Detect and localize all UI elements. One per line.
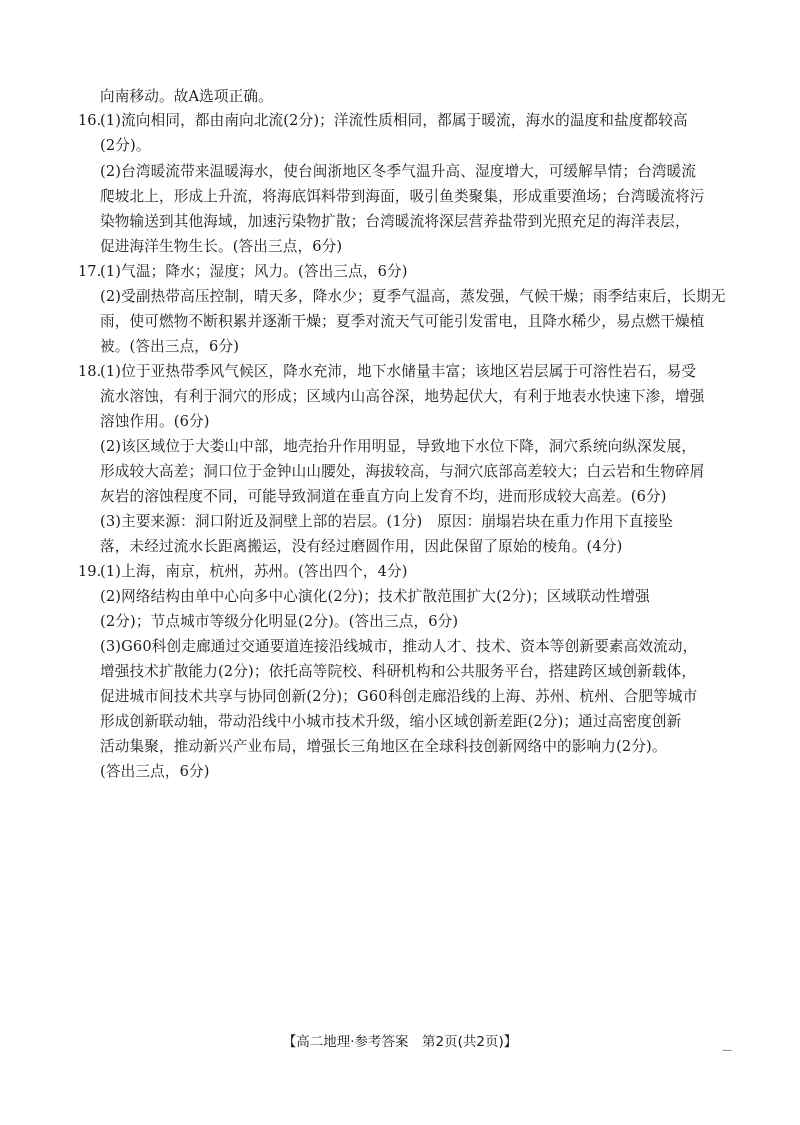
q19-line-4: (3)G60科创走廊通过交通要道连接沿线城市，推动人才、技术、资本等创新要素高效流动， xyxy=(100,638,698,655)
q16-line-5: 染物输送到其他海域，加速污染物扩散；台湾暖流将深层营养盐带到光照充足的海洋表层， xyxy=(100,213,690,230)
q17-line-4: 被。(答出三点，6分) xyxy=(100,338,240,355)
q16-line-1: (1)流向相同，都由南向北流(2分)；洋流性质相同，都属于暖流，海水的温度和盐度都较高 xyxy=(100,112,688,129)
q17-line-2: (2)受副热带高压控制，晴天多，降水少；夏季气温高，蒸发强，气候干燥；雨季结束后，长期无 xyxy=(100,288,726,305)
q18-line-5: 形成较大高差；洞口位于金钟山山腰处，海拔较高，与洞穴底部高差较大；白云岩和生物碎屑 xyxy=(100,463,705,480)
q18-line-3: 溶蚀作用。(6分) xyxy=(100,413,210,430)
q19-line-6: 促进城市间技术共享与协同创新(2分)；G60科创走廊沿线的上海、苏州、杭州、合肥等城市 xyxy=(100,688,698,705)
q19-line-7: 形成创新联动轴，带动沿线中小城市技术升级，缩小区域创新差距(2分)；通过高密度创新 xyxy=(100,713,682,730)
q18-line-1: (1)位于亚热带季风气候区，降水充沛，地下水储量丰富；该地区岩层属于可溶性岩石，易受 xyxy=(100,363,697,380)
q17-line-1: (1)气温；降水；湿度；风力。(答出三点，6分) xyxy=(100,263,408,280)
q18-line-8: 落，未经过流水长距离搬运，没有经过磨圆作用，因此保留了原始的棱角。(4分) xyxy=(100,538,623,555)
q19-line-3: (2分)；节点城市等级分化明显(2分)。(答出三点，6分) xyxy=(100,613,459,630)
q17-line-3: 雨，使可燃物不断积累并逐渐干燥；夏季对流天气可能引发雷电，且降水稀少，易点燃干燥植 xyxy=(100,313,705,330)
q19-line-5: 增强技术扩散能力(2分)；依托高等院校、科研机构和公共服务平台，搭建跨区域创新载体， xyxy=(100,663,697,680)
page-footer: 【高二地理·参考答案 第2页(共2页)】 xyxy=(282,1034,518,1050)
intro-line: 向南移动。故A选项正确。 xyxy=(100,88,273,105)
q16-line-6: 促进海洋生物生长。(答出三点，6分) xyxy=(100,238,343,255)
q16-line-2: (2分)。 xyxy=(100,137,151,154)
q19-line-8: 活动集聚，推动新兴产业布局，增强长三角地区在全球科技创新网络中的影响力(2分)。 xyxy=(100,738,667,755)
q19-line-9: (答出三点，6分) xyxy=(100,763,210,780)
q18-line-7: (3)主要来源：洞口附近及洞壁上部的岩层。(1分) 原因：崩塌岩块在重力作用下直接坠 xyxy=(100,513,674,530)
q16-line-3: (2)台湾暖流带来温暖海水，使台闽浙地区冬季气温升高、湿度增大，可缓解旱情；台湾暖流 xyxy=(100,163,697,180)
question-number-19: 19. xyxy=(78,563,102,580)
question-number-18: 18. xyxy=(78,363,102,380)
q18-line-2: 流水溶蚀，有利于洞穴的形成；区域内山高谷深，地势起伏大，有利于地表水快速下渗，增强 xyxy=(100,388,705,405)
q19-line-1: (1)上海，南京，杭州，苏州。(答出四个，4分) xyxy=(100,563,408,580)
corner-mark: — xyxy=(722,1045,732,1056)
q19-line-2: (2)网络结构由单中心向多中心演化(2分)；技术扩散范围扩大(2分)；区域联动性增强 xyxy=(100,588,650,605)
q16-line-4: 爬坡北上，形成上升流，将海底饵料带到海面，吸引鱼类聚集，形成重要渔场；台湾暖流将污 xyxy=(100,188,705,205)
question-number-16: 16. xyxy=(78,112,102,129)
question-number-17: 17. xyxy=(78,263,102,280)
q18-line-6: 灰岩的溶蚀程度不同，可能导致洞道在垂直方向上发育不均，进而形成较大高差。(6分) xyxy=(100,488,667,505)
q18-line-4: (2)该区域位于大娄山中部，地壳抬升作用明显，导致地下水位下降，洞穴系统向纵深发展， xyxy=(100,438,697,455)
